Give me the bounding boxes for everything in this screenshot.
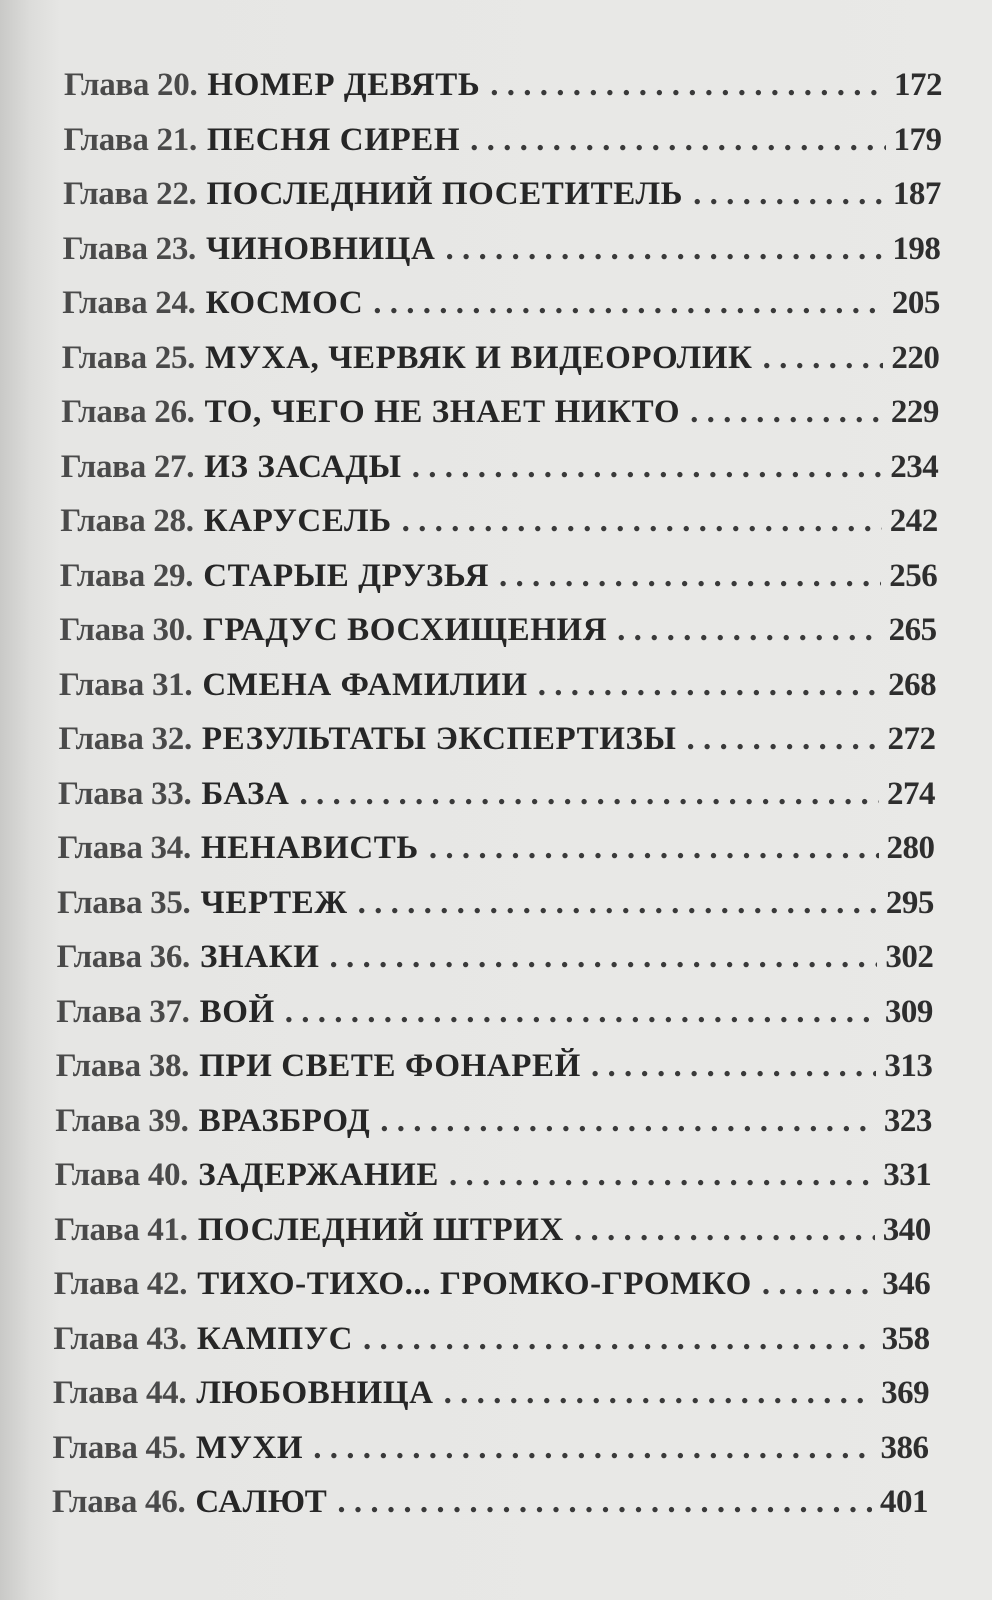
toc-entry	[0, 331, 992, 386]
chapter-number: Глава 46.	[52, 1484, 186, 1520]
dot-leader	[574, 1203, 875, 1258]
chapter-number: Глава 20.	[64, 67, 198, 103]
chapter-title: ПРИ СВЕТЕ ФОНАРЕЙ	[199, 1048, 581, 1084]
toc-entry	[0, 930, 992, 985]
chapter-number: Глава 32.	[58, 721, 192, 757]
page-number: 198	[892, 230, 941, 267]
page-number: 229	[890, 394, 939, 430]
chapter-title: ЛЮБОВНИЦА	[196, 1375, 434, 1411]
page-number: 302	[885, 939, 934, 975]
chapter-title: ВОЙ	[199, 993, 275, 1030]
chapter-number: Глава 23.	[62, 230, 197, 267]
toc-entry	[0, 985, 992, 1040]
chapter-title: ИЗ ЗАСАДЫ	[204, 448, 402, 485]
toc-entry	[0, 385, 992, 440]
chapter-title: МУХИ	[195, 1429, 304, 1466]
page-number: 340	[882, 1211, 931, 1248]
dot-leader	[499, 549, 881, 604]
dot-leader	[617, 603, 880, 658]
toc-entry	[0, 603, 992, 658]
page-number: 346	[882, 1266, 931, 1302]
page-number: 369	[881, 1375, 930, 1411]
toc-entry	[0, 494, 992, 549]
page-number: 256	[889, 557, 938, 594]
dot-leader	[285, 985, 877, 1040]
dot-leader	[363, 1312, 874, 1367]
page-number: 386	[880, 1429, 929, 1466]
chapter-title: КОСМОС	[205, 285, 364, 321]
chapter-title: РЕЗУЛЬТАТЫ ЭКСПЕРТИЗЫ	[201, 721, 677, 757]
toc-entry	[0, 712, 992, 767]
toc-entry	[0, 167, 992, 222]
page-number: 313	[884, 1048, 933, 1084]
toc-entry	[0, 1312, 992, 1367]
dot-leader	[402, 494, 882, 549]
dot-leader	[538, 658, 880, 713]
chapter-number: Глава 36.	[56, 939, 191, 975]
chapter-title: БАЗА	[201, 775, 290, 812]
dot-leader	[449, 1148, 875, 1203]
dot-leader	[693, 167, 885, 222]
chapter-title: ГРАДУС ВОСХИЩЕНИЯ	[202, 612, 608, 648]
toc-entry	[0, 767, 992, 822]
page-number: 220	[891, 339, 940, 376]
chapter-title: КАМПУС	[196, 1320, 354, 1357]
chapter-number: Глава 29.	[59, 557, 194, 594]
chapter-number: Глава 42.	[53, 1266, 188, 1302]
toc-entry	[0, 658, 992, 713]
toc-entry	[0, 440, 992, 495]
chapter-title: СТАРЫЕ ДРУЗЬЯ	[203, 557, 490, 594]
page-number: 295	[885, 884, 934, 921]
page-number: 265	[888, 612, 937, 648]
dot-leader	[762, 1257, 874, 1312]
chapter-number: Глава 40.	[54, 1157, 189, 1193]
table-of-contents	[0, 58, 992, 1530]
chapter-title: КАРУСЕЛЬ	[203, 503, 392, 539]
dot-leader	[337, 1475, 872, 1530]
dot-leader	[373, 276, 884, 331]
dot-leader	[687, 712, 880, 767]
chapter-title: ТИХО-ТИХО... ГРОМКО-ГРОМКО	[197, 1266, 752, 1302]
dot-leader	[690, 385, 883, 440]
toc-entry	[0, 1475, 992, 1530]
chapter-title: ВРАЗБРОД	[198, 1102, 371, 1139]
chapter-number: Глава 30.	[59, 612, 193, 648]
page-number: 309	[884, 993, 933, 1030]
dot-leader	[490, 58, 886, 113]
page-number: 205	[891, 285, 940, 321]
dot-leader	[591, 1039, 876, 1094]
chapter-number: Глава 31.	[58, 666, 193, 703]
chapter-number: Глава 27.	[60, 448, 195, 485]
page-number: 280	[886, 830, 935, 866]
chapter-number: Глава 38.	[55, 1048, 190, 1084]
chapter-title: НЕНАВИСТЬ	[200, 830, 419, 866]
chapter-number: Глава 35.	[57, 884, 191, 921]
chapter-number: Глава 44.	[52, 1375, 187, 1411]
page-number: 358	[881, 1320, 930, 1357]
dot-leader	[444, 1366, 874, 1421]
page-number: 274	[887, 775, 935, 812]
toc-entry	[0, 821, 992, 876]
page-number: 323	[883, 1102, 932, 1139]
toc-entry	[0, 276, 992, 331]
toc-entry	[0, 58, 992, 113]
page-number: 331	[883, 1157, 932, 1193]
chapter-number: Глава 45.	[52, 1429, 186, 1466]
dot-leader	[446, 222, 885, 277]
dot-leader	[358, 876, 878, 931]
chapter-number: Глава 24.	[62, 285, 196, 321]
toc-entry	[0, 876, 992, 931]
dot-leader	[412, 440, 883, 495]
dot-leader	[429, 821, 879, 876]
page-number: 268	[888, 666, 937, 703]
page-number: 179	[893, 121, 942, 158]
page-number: 234	[890, 448, 939, 485]
chapter-title: ПОСЛЕДНИЙ ШТРИХ	[197, 1211, 564, 1248]
toc-entry	[0, 1203, 992, 1258]
chapter-number: Глава 33.	[58, 775, 192, 812]
toc-entry	[0, 1148, 992, 1203]
chapter-number: Глава 39.	[55, 1102, 189, 1139]
page-number: 242	[889, 503, 938, 539]
page-number: 172	[894, 67, 942, 103]
chapter-title: МУХА, ЧЕРВЯК И ВИДЕОРОЛИК	[205, 339, 753, 376]
chapter-title: ЧИНОВНИЦА	[206, 230, 436, 267]
toc-entry	[0, 1039, 992, 1094]
toc-entry	[0, 1421, 992, 1476]
page-number: 272	[887, 721, 936, 757]
chapter-number: Глава 34.	[57, 830, 191, 866]
chapter-title: НОМЕР ДЕВЯТЬ	[207, 67, 481, 103]
chapter-title: ЧЕРТЕЖ	[200, 884, 348, 921]
chapter-number: Глава 25.	[61, 339, 196, 376]
page-number: 187	[892, 176, 941, 212]
toc-entry	[0, 1257, 992, 1312]
dot-leader	[763, 331, 884, 386]
toc-entry	[0, 549, 992, 604]
toc-entry	[0, 113, 992, 168]
chapter-number: Глава 37.	[56, 993, 190, 1030]
chapter-title: ЗАДЕРЖАНИЕ	[198, 1157, 439, 1193]
chapter-title: СМЕНА ФАМИЛИИ	[202, 666, 528, 703]
chapter-number: Глава 28.	[60, 503, 194, 539]
chapter-title: САЛЮТ	[195, 1484, 328, 1520]
dot-leader	[299, 767, 879, 822]
chapter-title: ПЕСНЯ СИРЕН	[206, 121, 461, 158]
dot-leader	[470, 113, 885, 168]
dot-leader	[330, 930, 878, 985]
dot-leader	[380, 1094, 876, 1149]
chapter-number: Глава 41.	[54, 1211, 188, 1248]
dot-leader	[313, 1421, 872, 1476]
chapter-number: Глава 43.	[53, 1320, 187, 1357]
toc-entry	[0, 1366, 992, 1421]
chapter-number: Глава 22.	[63, 176, 197, 212]
toc-entry	[0, 222, 992, 277]
chapter-title: ПОСЛЕДНИЙ ПОСЕТИТЕЛЬ	[206, 176, 684, 212]
chapter-number: Глава 21.	[63, 121, 197, 158]
page-number: 401	[880, 1484, 928, 1520]
chapter-number: Глава 26.	[61, 394, 195, 430]
toc-entry	[0, 1094, 992, 1149]
chapter-title: ЗНАКИ	[200, 939, 320, 975]
chapter-title: ТО, ЧЕГО НЕ ЗНАЕТ НИКТО	[204, 394, 681, 430]
